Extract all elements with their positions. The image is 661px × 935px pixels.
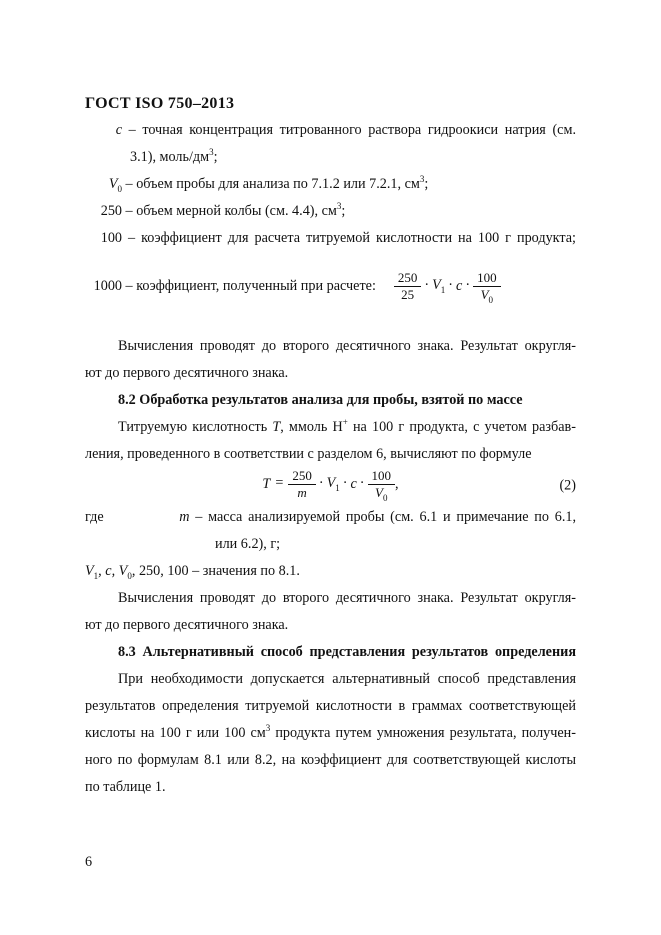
where-clause-line2: или 6.2), г;	[215, 536, 281, 552]
section-8-3-line3: кислоты на 100 г или 100 $см^3$ продукта путем умножения результата, получен-	[85, 723, 576, 741]
definition-text-c: – точная концентрация титрованного раствора гидроокиси натрия (см.	[128, 122, 576, 138]
section-8-3-line5: по таблице 1.	[85, 779, 166, 795]
where-label: где	[85, 509, 104, 525]
definition-1000-with-formula	[85, 260, 576, 312]
document-header: ГОСТ ISO 750–2013	[85, 95, 235, 112]
formula-2-row	[85, 468, 576, 504]
var-c: c	[350, 475, 357, 492]
var-c: c	[105, 563, 112, 579]
formula-1: $\frac{250}{25}$ · $V_1 \cdot c$ · $\frac{100}{V_0}$	[394, 270, 501, 303]
var-v0: $V_0$	[118, 563, 132, 581]
var-c: c	[456, 277, 463, 294]
where-clause-line1	[85, 504, 576, 531]
var-v1: $V_1$	[326, 475, 340, 494]
var-T: T	[272, 419, 281, 435]
var-v1: $V_1$	[432, 277, 446, 296]
fraction-100-v0: $\frac{100}{V_0}$	[368, 468, 396, 501]
var-T: T	[262, 475, 271, 492]
section-8-2-heading: 8.2 Обработка результатов анализа для пробы, взятой по массе	[118, 392, 523, 408]
var-v1: $V_1$	[85, 563, 99, 581]
section-8-3-heading: 8.3 Альтернативный способ представления результатов определения	[118, 644, 576, 660]
definition-text-v0: – объем пробы для анализа по 7.1.2 или 7.2.1, $см^3$;	[125, 174, 429, 192]
fraction-100-v0: $\frac{100}{V_0}$	[473, 270, 501, 303]
definition-text-250: – объем мерной колбы (см. 4.4), $см^3$;	[125, 201, 346, 219]
section-8-2-paragraph-line1: Титруемую кислотность T, ммоль H+ на 100 г продукта, с учетом разбав-	[118, 417, 576, 435]
definition-term-100: 100	[100, 230, 122, 246]
formula-2-number: (2)	[559, 477, 576, 494]
definition-100	[85, 225, 576, 252]
definition-term-1000: 1000	[93, 277, 122, 294]
definition-term-c: c	[115, 122, 122, 138]
where-text: – масса анализируемой пробы (см. 6.1 и примечание по 6.1,	[195, 509, 576, 525]
definition-term-250: 250	[100, 203, 122, 219]
rounding-paragraph-line1: Вычисления проводят до второго десятичного знака. Результат округля-	[118, 338, 576, 354]
fraction-250-m: $\frac{250}{m}$	[288, 468, 316, 501]
section-8-3-line4: ного по формулам 8.1 или 8.2, на коэффициент для соответствующей кислоты	[85, 752, 576, 768]
rounding-paragraph2-line2: ют до первого десятичного знака.	[85, 617, 289, 633]
superscript-3: 3	[336, 201, 342, 211]
definition-1000-text: 1000 – коэффициент, полученный при расчете:	[85, 278, 376, 295]
document-content	[85, 90, 576, 801]
rounding-paragraph-line2: ют до первого десятичного знака.	[85, 365, 289, 381]
fraction-250-25: $\frac{250}{25}$	[394, 270, 422, 303]
superscript-3: 3	[419, 174, 425, 184]
rounding-paragraph2-line1: Вычисления проводят до второго десятичного знака. Результат округля-	[118, 590, 576, 606]
superscript-3: 3	[265, 723, 271, 733]
formula-2: T = $\frac{250}{m}$ · $V_1 \cdot c$ · $\frac{100}{V_0}$ ,	[262, 467, 399, 503]
superscript-plus: +	[342, 417, 348, 427]
superscript-3: 3	[209, 147, 214, 157]
values-reference-line: $V_1$, c, $V_0$, 250, 100 – значения по 8.1.	[85, 563, 300, 581]
definition-c	[85, 117, 576, 144]
definition-c-continued: 3.1), моль/$дм^3$;	[130, 147, 218, 165]
section-8-3-line1: При необходимости допускается альтернативный способ представления	[118, 671, 576, 687]
definition-term-v0: $V_0$	[108, 176, 122, 194]
definition-250	[85, 198, 576, 225]
definition-v0	[85, 171, 576, 198]
page-number: 6	[85, 854, 93, 870]
section-8-3-line2: результатов определения титруемой кислотности в граммах соответствующей	[85, 698, 576, 714]
section-8-2-paragraph-line2: ления, проведенного в соответствии с разделом 6, вычисляют по формуле	[85, 446, 532, 462]
definition-text-100: – коэффициент для расчета титруемой кислотности на 100 г продукта;	[128, 230, 576, 246]
var-m: m	[179, 509, 190, 525]
